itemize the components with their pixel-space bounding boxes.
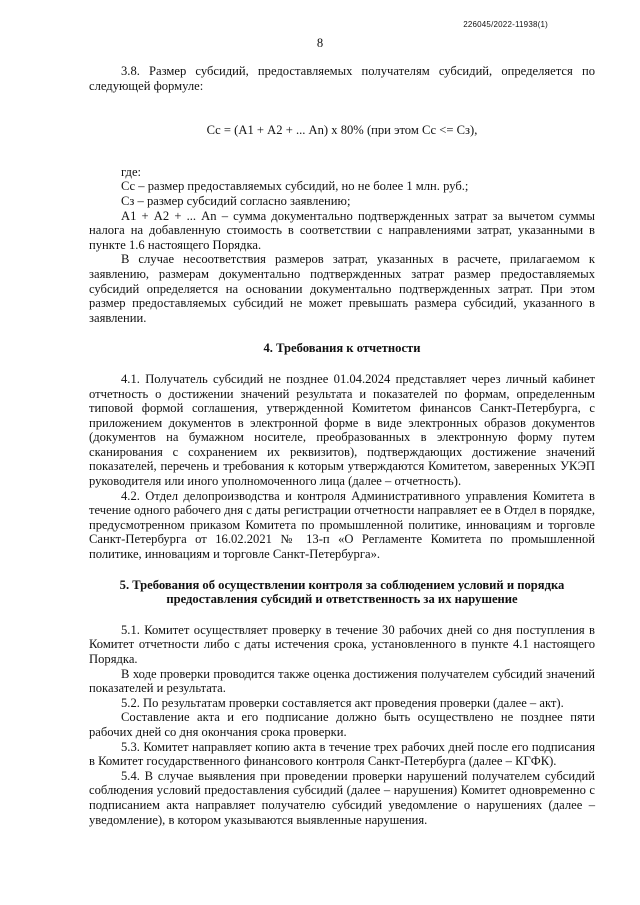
- section-heading-5: 5. Требования об осуществлении контроля за соблюдением условий и порядка предоставления субсидий и ответственность за их нарушение: [119, 577, 565, 607]
- paragraph-5-3: 5.3. Комитет направляет копию акта в течение трех рабочих дней после его подписания в Комитет государственного финансового контроля Санкт-Петербурга (далее – КГФК).: [89, 739, 595, 769]
- document-id: 226045/2022-11938(1): [463, 20, 548, 29]
- section-heading-4: 4. Требования к отчетности: [263, 341, 421, 356]
- paragraph-5-2-b: Составление акта и его подписание должно быть осуществлено не позднее пяти рабочих дней со дня окончания срока проверки.: [89, 710, 595, 739]
- page-content: [89, 64, 595, 827]
- subsidy-formula: Сс = (А1 + А2 + ... Аn) х 80% (при этом Сс <= Сз),: [206, 123, 478, 138]
- paragraph-5-4: 5.4. В случае выявления при проведении проверки нарушений получателем субсидий соблюдения условий предоставления субсидий (далее – нарушения) Комитет одновременно с подписанием акта направляет получателю субсидий уведомление о нарушениях (далее – уведомление), в котором указываются выявленные нарушения.: [89, 768, 595, 827]
- where-label: где:: [121, 164, 142, 179]
- paragraph-5-1-b: В ходе проверки проводится также оценка достижения получателем субсидий значений показателей и результата.: [89, 666, 595, 696]
- definition-cc: Сс – размер предоставляемых субсидий, но не более 1 млн. руб.;: [121, 179, 469, 194]
- paragraph-4-1: 4.1. Получатель субсидий не позднее 01.04.2024 представляет через личный кабинет отчетность о достижении значений результата и показателей по формам, определенным типовой формой соглашения, утвержденной Комитетом финансов Санкт-Петербурга, с приложением документов в электронной форме в виде электронных образов документов (документов на бумажном носителе, преобразованных в электронную форму путем сканирования с сохранением их реквизитов), подтверждающих достижение значений показателей, перечень и требования к которым утверждаются Комитетом, заверенных УКЭП руководителя или иного уполномоченного лица (далее – отчетность).: [89, 371, 595, 489]
- paragraph-5-1: 5.1. Комитет осуществляет проверку в течение 30 рабочих дней со дня поступления в Комитет отчетности либо с даты истечения срока, установленного в пункте 4.1 настоящего Порядка.: [89, 622, 595, 666]
- definition-cz: Сз – размер субсидий согласно заявлению;: [121, 193, 351, 208]
- paragraph-3-8: 3.8. Размер субсидий, предоставляемых получателям субсидий, определяется по следующей формуле:: [89, 64, 595, 93]
- definition-a: А1 + А2 + ... Аn – сумма документально подтвержденных затрат за вычетом суммы налога на добавленную стоимость в соответствии с направлениями затрат, указанными в пункте 1.6 настоящего Порядка.: [89, 208, 595, 252]
- paragraph-mismatch: В случае несоответствия размеров затрат, указанных в расчете, прилагаемом к заявлению, размерам документально подтвержденных затрат размер предоставляемых субсидий определяется на основании документально подтвержденных затрат. При этом размер предоставляемых субсидий не может превышать размера субсидий, указанного в заявлении.: [89, 252, 595, 325]
- paragraph-5-2: 5.2. По результатам проверки составляется акт проведения проверки (далее – акт).: [121, 695, 564, 710]
- page-number: 8: [316, 36, 324, 50]
- paragraph-4-2: 4.2. Отдел делопроизводства и контроля Административного управления Комитета в течение одного рабочего дня с даты регистрации отчетности направляет ее в Отдел в порядке, предусмотренном приказом Комитета по промышленной политике, инновациям и торговле Санкт-Петербурга от 16.02.2021 № 13-п «О Регламенте Комитета по промышленной политике, инновациям и торговле Санкт-Петербурга».: [89, 488, 595, 562]
